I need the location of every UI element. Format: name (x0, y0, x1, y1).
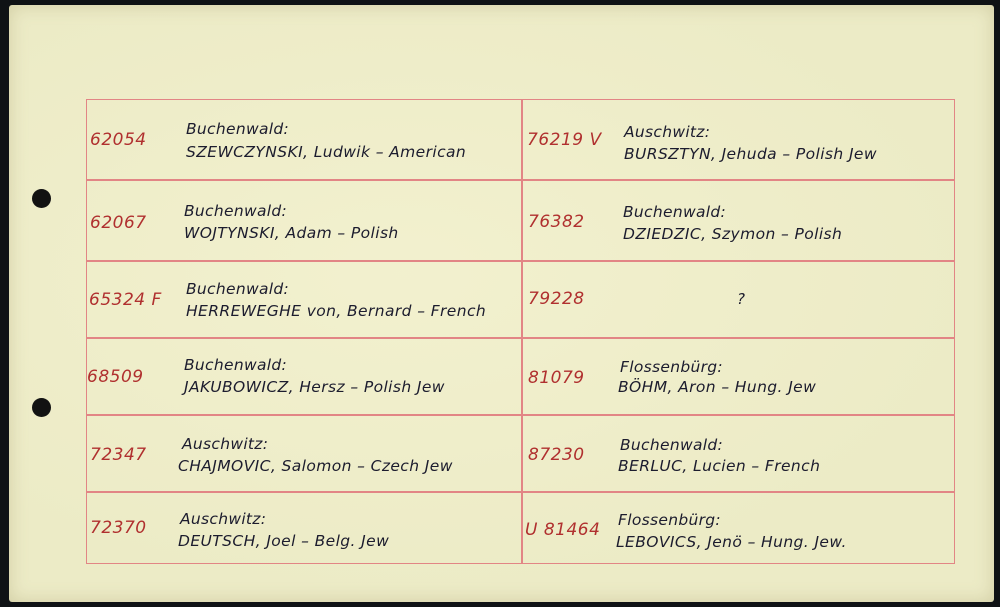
unknown-mark: ? (737, 290, 745, 308)
person-details: HERREWEGHE von, Bernard – French (186, 302, 487, 320)
camp-name: Flossenbürg: (620, 358, 723, 376)
prisoner-number: 76219 V (527, 130, 602, 150)
person-details: JAKUBOWICZ, Hersz – Polish Jew (184, 378, 445, 396)
camp-name: Buchenwald: (186, 280, 290, 298)
punch-hole (32, 398, 51, 417)
row-divider (87, 260, 954, 262)
prisoner-number: 72347 (90, 445, 147, 465)
prisoner-number: 81079 (528, 368, 585, 388)
entry-grid (86, 99, 955, 564)
camp-name: Buchenwald: (620, 436, 724, 454)
person-details: BERLUC, Lucien – French (618, 457, 821, 475)
prisoner-number: 65324 F (89, 290, 162, 310)
person-details: DZIEDZIC, Szymon – Polish (623, 225, 843, 243)
prisoner-number: 76382 (528, 212, 585, 232)
prisoner-number: 72370 (90, 518, 147, 538)
prisoner-number: 62054 (90, 130, 147, 150)
prisoner-number: 68509 (87, 367, 144, 387)
row-divider (87, 414, 954, 416)
camp-name: Auschwitz: (180, 510, 267, 528)
person-details: WOJTYNSKI, Adam – Polish (184, 224, 399, 242)
camp-name: Auschwitz: (182, 435, 269, 453)
camp-name: Buchenwald: (184, 356, 288, 374)
row-divider (87, 491, 954, 493)
camp-name: Buchenwald: (623, 203, 727, 221)
column-divider (521, 100, 523, 563)
punch-hole (32, 189, 51, 208)
camp-name: Auschwitz: (624, 123, 711, 141)
prisoner-number: 87230 (528, 445, 585, 465)
camp-name: Flossenbürg: (618, 511, 721, 529)
index-card (9, 5, 994, 602)
person-details: CHAJMOVIC, Salomon – Czech Jew (178, 457, 453, 475)
camp-name: Buchenwald: (184, 202, 288, 220)
camp-name: Buchenwald: (186, 120, 290, 138)
person-details: SZEWCZYNSKI, Ludwik – American (186, 143, 467, 161)
row-divider (87, 179, 954, 181)
prisoner-number: 62067 (90, 213, 147, 233)
person-details: BÖHM, Aron – Hung. Jew (618, 378, 817, 396)
prisoner-number: U 81464 (525, 520, 601, 540)
person-details: LEBOVICS, Jenö – Hung. Jew. (616, 533, 847, 551)
person-details: DEUTSCH, Joel – Belg. Jew (178, 532, 390, 550)
person-details: BURSZTYN, Jehuda – Polish Jew (624, 145, 877, 163)
prisoner-number: 79228 (528, 289, 585, 309)
row-divider (87, 337, 954, 339)
